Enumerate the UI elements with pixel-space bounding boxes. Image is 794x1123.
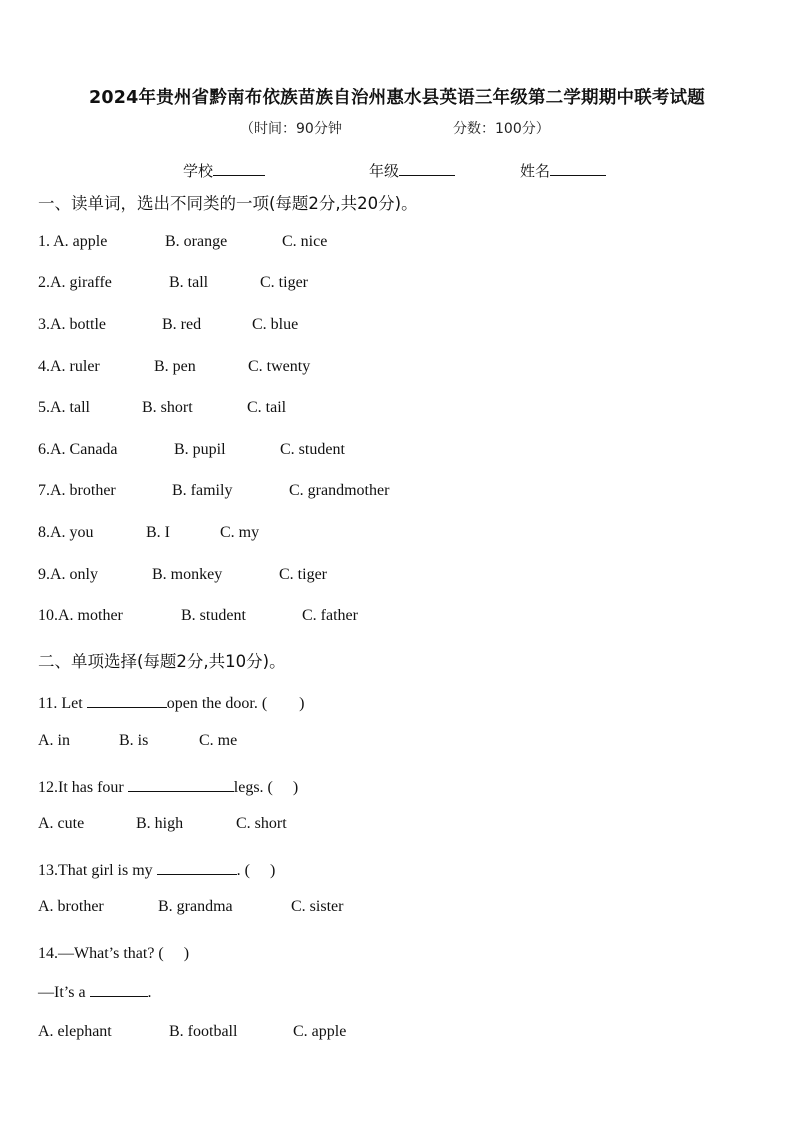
option-b: B. short bbox=[142, 399, 193, 416]
option-b: B. I bbox=[146, 524, 170, 541]
page-title: 2024年贵州省黔南布依族苗族自治州惠水县英语三年级第二学期期中联考试题 bbox=[89, 88, 705, 108]
stem-text: . ( ) bbox=[236, 862, 276, 879]
option-c: C. student bbox=[280, 441, 345, 458]
stem-text: 13.That girl is my bbox=[38, 862, 157, 879]
stem-text: 11. Let bbox=[38, 695, 87, 712]
grade-label: 年级 bbox=[369, 162, 400, 180]
option-c: C. tiger bbox=[260, 274, 308, 291]
option-b: B. pupil bbox=[174, 441, 226, 458]
option-c: C. tiger bbox=[279, 566, 327, 583]
option-c: C. apple bbox=[293, 1023, 347, 1040]
option-c: C. tail bbox=[247, 399, 287, 416]
question-12-stem bbox=[38, 774, 298, 797]
question-13-stem bbox=[38, 857, 275, 880]
option-c: C. me bbox=[199, 732, 238, 749]
stem-text: open the door. ( ) bbox=[166, 695, 305, 712]
question-11-stem bbox=[38, 690, 305, 713]
option-b: B. orange bbox=[165, 233, 228, 250]
question-14-reply bbox=[38, 982, 152, 1002]
option-a: 10.A. mother bbox=[38, 607, 123, 624]
option-c: C. sister bbox=[291, 898, 344, 915]
answer-blank bbox=[87, 693, 167, 708]
grade-blank bbox=[399, 161, 455, 176]
answer-blank bbox=[90, 982, 148, 997]
option-a: 1. A. apple bbox=[38, 233, 108, 250]
option-a: A. brother bbox=[38, 898, 104, 915]
option-b: B. high bbox=[136, 815, 184, 832]
option-b: B. family bbox=[172, 482, 233, 499]
name-blank bbox=[550, 161, 606, 176]
stem-text: —It’s a bbox=[38, 984, 90, 1001]
option-a: A. in bbox=[38, 732, 70, 749]
option-a: 4.A. ruler bbox=[38, 358, 100, 375]
option-a: 5.A. tall bbox=[38, 399, 90, 416]
section-1-title: 一、读单词，选出不同类的一项(每题2分,共20分)。 bbox=[38, 194, 418, 213]
answer-blank bbox=[128, 777, 234, 792]
option-a: 7.A. brother bbox=[38, 482, 116, 499]
school-label: 学校 bbox=[183, 162, 214, 180]
option-a: A. elephant bbox=[38, 1023, 112, 1040]
option-c: C. grandmother bbox=[289, 482, 390, 499]
option-c: C. twenty bbox=[248, 358, 311, 375]
option-c: C. my bbox=[220, 524, 260, 541]
question-14-stem: 14.—What’s that? ( ) bbox=[38, 945, 190, 962]
option-b: B. red bbox=[162, 316, 202, 333]
answer-blank bbox=[157, 860, 237, 875]
option-a: 6.A. Canada bbox=[38, 441, 118, 458]
stem-text: legs. ( ) bbox=[233, 779, 299, 796]
name-field bbox=[520, 160, 606, 181]
exam-time: （时间：90分钟 bbox=[240, 121, 342, 137]
option-a: 9.A. only bbox=[38, 566, 98, 583]
option-a: 3.A. bottle bbox=[38, 316, 106, 333]
option-c: C. nice bbox=[282, 233, 328, 250]
option-c: C. short bbox=[236, 815, 287, 832]
option-b: B. student bbox=[181, 607, 246, 624]
stem-text: 12.It has four bbox=[38, 779, 128, 796]
option-b: B. monkey bbox=[152, 566, 223, 583]
option-c: C. father bbox=[302, 607, 358, 624]
stem-text: . bbox=[147, 984, 152, 1001]
option-c: C. blue bbox=[252, 316, 299, 333]
option-b: B. grandma bbox=[158, 898, 233, 915]
section-2-title: 二、单项选择(每题2分,共10分)。 bbox=[38, 652, 286, 671]
option-b: B. is bbox=[119, 732, 149, 749]
school-blank bbox=[213, 161, 265, 176]
option-a: 8.A. you bbox=[38, 524, 94, 541]
name-label: 姓名 bbox=[520, 162, 551, 180]
option-a: A. cute bbox=[38, 815, 85, 832]
exam-score: 分数：100分） bbox=[453, 121, 550, 137]
school-field bbox=[183, 160, 265, 181]
option-b: B. football bbox=[169, 1023, 238, 1040]
option-b: B. pen bbox=[154, 358, 196, 375]
option-a: 2.A. giraffe bbox=[38, 274, 112, 291]
grade-field bbox=[369, 160, 455, 181]
option-b: B. tall bbox=[169, 274, 209, 291]
